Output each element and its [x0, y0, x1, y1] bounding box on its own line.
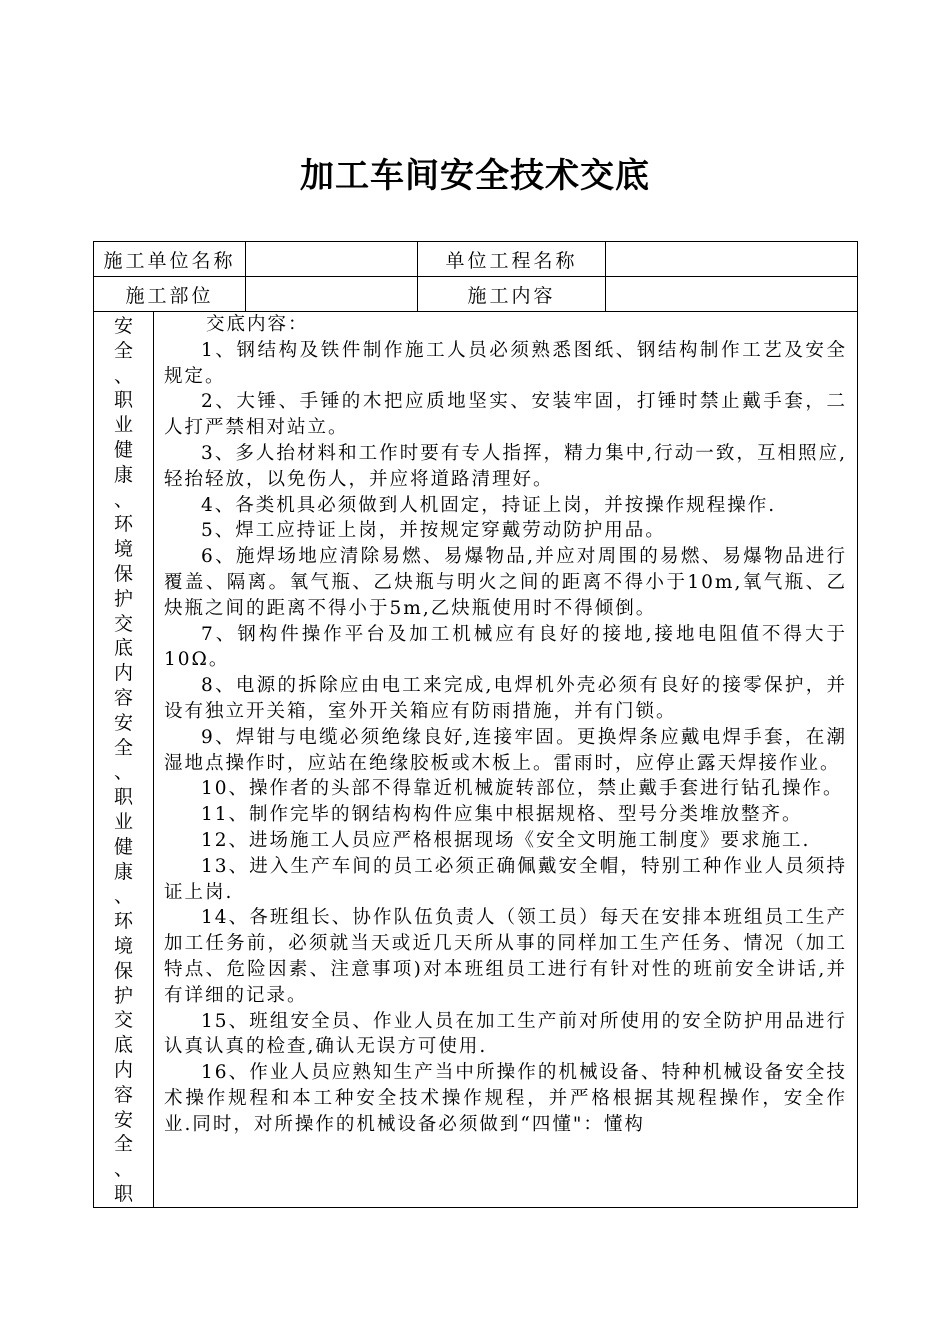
side-label-char: 职 [113, 1182, 133, 1205]
document-title: 加工车间安全技术交底 [300, 156, 650, 196]
side-label-char: 全 [113, 1133, 133, 1156]
content-item: 8、电源的拆除应由电工来完成,电焊机外壳必须有良好的接零保护，并设有独立开关箱，室外开关箱应有防雨措施，并有门锁。 [164, 675, 848, 722]
content-item: 16、作业人员应熟知生产当中所操作的机械设备、特种机械设备安全技术操作规程和本工种安全技术操作规程，并严格根据其规程操作，安全作业.同时，对所操作的机械设备必须做到“四懂"：懂构 [164, 1062, 848, 1135]
content-item: 9、焊钳与电缆必须绝缘良好,连接牢固。更换焊条应戴电焊手套，在潮湿地点操作时，应站在绝缘胶板或木板上。雷雨时，应停止露天焊接作业。 [164, 726, 848, 774]
content-items [164, 338, 847, 1138]
content-item: 3、多人抬材料和工作时要有专人指挥，精力集中,行动一致，互相照应,轻抬轻放，以免伤人，并应将道路清理好。 [164, 442, 848, 490]
side-label-char: 全 [113, 339, 133, 362]
content-item: 5、焊工应持证上岗，并按规定穿戴劳动防护用品。 [201, 520, 666, 542]
header-row-1 [94, 242, 858, 277]
disclosure-table [93, 241, 858, 1208]
side-label-char: 交 [113, 612, 133, 635]
project-name-value[interactable] [606, 242, 858, 277]
content-item: 7、钢构件操作平台及加工机械应有良好的接地,接地电阻值不得大于10Ω。 [164, 623, 848, 671]
side-label-char: 、 [113, 761, 133, 784]
side-label-char: 境 [113, 538, 133, 561]
content-row [94, 312, 858, 1208]
content-item: 6、施焊场地应清除易燃、易爆物品,并应对周围的易燃、易爆物品进行覆盖、隔离。氧气瓶、乙炔瓶与明火之间的距离不得小于10m,氧气瓶、乙炔瓶之间的距离不得小于5m,乙炔瓶使用时不得倾倒。 [164, 546, 848, 619]
side-label-char: 内 [113, 662, 133, 685]
side-label-char: 康 [113, 463, 133, 486]
construction-content-value[interactable] [606, 277, 858, 312]
side-label-char: 环 [113, 513, 133, 536]
content-item: 12、进场施工人员应严格根据现场《安全文明施工制度》要求施工. [201, 829, 811, 851]
side-label-char: 底 [113, 1034, 133, 1057]
content-item: 10、操作者的头部不得靠近机械旋转部位，禁止戴手套进行钻孔操作。 [201, 778, 844, 800]
side-label-char: 内 [113, 1058, 133, 1081]
side-label-char: 全 [113, 736, 133, 759]
unit-name-label: 施工单位名称 [94, 242, 246, 277]
disclosure-content [154, 312, 858, 1208]
side-label-char: 底 [113, 637, 133, 660]
side-label-char: 护 [113, 587, 133, 610]
side-label-char: 交 [113, 1009, 133, 1032]
side-label-char: 健 [113, 835, 133, 858]
side-label-char: 、 [113, 488, 133, 511]
side-label-char: 安 [113, 315, 133, 337]
side-label-char: 、 [113, 364, 133, 387]
content-item: 1、钢结构及铁件制作施工人员必须熟悉图纸、钢结构制作工艺及安全规定。 [164, 339, 848, 387]
header-row-2 [94, 277, 858, 312]
side-label-char: 康 [113, 860, 133, 883]
side-label-char: 健 [113, 438, 133, 461]
content-item: 2、大锤、手锤的木把应质地坚实、安装牢固，打锤时禁止戴手套，二人打严禁相对站立。 [164, 391, 848, 439]
side-label-char: 保 [113, 562, 133, 585]
side-label-char: 环 [113, 910, 133, 933]
side-label-char: 保 [113, 959, 133, 982]
side-label-char: 业 [113, 810, 133, 833]
side-label-char: 业 [113, 414, 133, 437]
side-label-char: 职 [113, 389, 133, 412]
content-item: 15、班组安全员、作业人员在加工生产前对所使用的安全防护用品进行认真认真的检查,确认无误方可使用. [164, 1010, 848, 1058]
side-category-label [94, 312, 154, 1208]
content-item: 13、进入生产车间的员工必须正确佩戴安全帽，特别工种作业人员须持证上岗. [164, 855, 848, 903]
content-item: 4、各类机具必须做到人机固定，持证上岗，并按操作规程操作. [201, 494, 777, 516]
side-label-char: 容 [113, 686, 133, 709]
construction-part-label: 施工部位 [94, 277, 246, 312]
side-label-char: 容 [113, 1083, 133, 1106]
side-label-char: 境 [113, 934, 133, 957]
side-label-char: 安 [113, 711, 133, 734]
side-label-char: 、 [113, 1158, 133, 1181]
unit-name-value[interactable] [246, 242, 418, 277]
side-label-char: 安 [113, 1108, 133, 1131]
construction-part-value[interactable] [246, 277, 418, 312]
content-item: 14、各班组长、协作队伍负责人（领工员）每天在安排本班组员工生产加工任务前，必须就当天或近几天所从事的同样加工生产任务、情况（加工特点、危险因素、注意事项)对本班组员工进行有针对性的班前安全讲话,并有详细的记录。 [164, 907, 848, 1006]
side-label-char: 职 [113, 786, 133, 809]
construction-content-label: 施工内容 [418, 277, 606, 312]
side-label-chars [94, 314, 153, 1207]
project-name-label: 单位工程名称 [418, 242, 606, 277]
content-item: 11、制作完毕的钢结构构件应集中根据规格、型号分类堆放整齐。 [201, 804, 803, 826]
side-label-char: 、 [113, 885, 133, 908]
side-label-char: 护 [113, 984, 133, 1007]
content-intro: 交底内容： [206, 314, 309, 335]
